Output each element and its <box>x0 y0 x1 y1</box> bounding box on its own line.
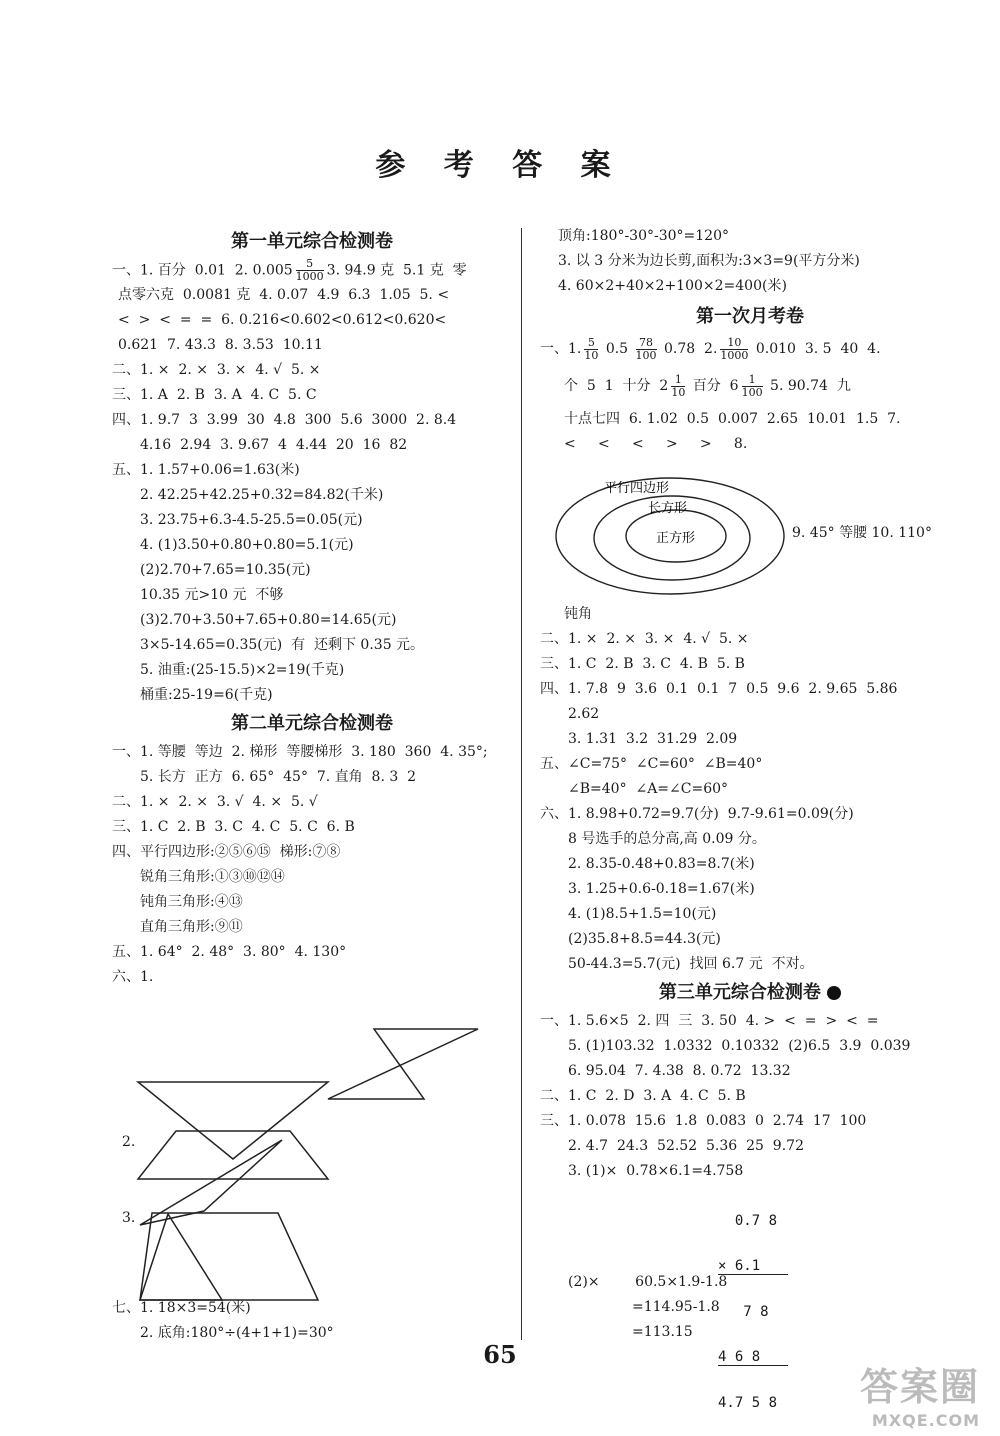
vm-line: 4.7 5 8 <box>718 1395 778 1411</box>
answer-line: 2. 4.7 24.3 52.52 5.36 25 9.72 <box>568 1138 804 1154</box>
answer-line: 2.62 <box>568 706 600 722</box>
vm-line: 0.7 8 <box>718 1213 778 1229</box>
answer-line: 十点七四 6. 1.02 0.5 0.007 2.65 10.01 1.5 7. <box>564 411 901 427</box>
answer-line: 六、1. <box>112 969 154 985</box>
vm-line: 7 8 <box>718 1304 769 1320</box>
answer-line: 七、1. 18×3=54(米) <box>112 1300 251 1316</box>
answer-line: 四、平行四边形:②⑤⑥⑮ 梯形:⑦⑧ <box>112 844 341 860</box>
right-bottom <box>568 1270 727 1345</box>
answer-line: 四、1. 9.7 3 3.99 30 4.8 300 5.6 3000 2. 8.4 <box>112 412 457 428</box>
answer-line: 3. 23.75+6.3-4.5-25.5=0.05(元) <box>140 512 363 528</box>
unit2-title: 第二单元综合检测卷 <box>231 713 393 734</box>
left-bottom <box>112 1296 512 1346</box>
fraction: $\frac{10}{1000}$ <box>720 335 749 362</box>
answer-line: 5. 长方 正方 6. 65° 45° 7. 直角 8. 3 2 <box>140 769 417 785</box>
answer-line: 3. 1.25+0.6-0.18=1.67(米) <box>568 881 755 897</box>
column-divider <box>521 228 522 1340</box>
answer-line: 三、1. C 2. B 3. C 4. C 5. C 6. B <box>112 819 355 835</box>
venn-side-text: 9. 45° 等腰 10. 110° <box>792 525 932 541</box>
right-column-lower <box>540 602 960 1184</box>
answer-line: 3. 1.31 3.2 31.29 2.09 <box>568 731 738 747</box>
fraction: $\frac{78}{100}$ <box>635 335 657 362</box>
answer-line: ∠B=40° ∠A=∠C=60° <box>568 781 729 797</box>
watermark-url: MXQE.COM <box>871 1411 980 1430</box>
right-column <box>540 224 960 457</box>
dot-mark <box>827 986 841 1000</box>
answer-line: 五、1. 64° 2. 48° 3. 80° 4. 130° <box>112 944 347 960</box>
answer-line: 一、1. 5.6×5 2. 四 三 3. 50 4. > < = > < = <box>540 1013 879 1029</box>
page-number: 65 <box>483 1340 517 1369</box>
answer-line: (3)2.70+3.50+7.65+0.80=14.65(元) <box>140 612 397 628</box>
geometry-figures <box>130 1015 480 1315</box>
answer-line: 8 号选手的总分高,高 0.09 分。 <box>568 831 766 847</box>
answer-line: 3×5-14.65=0.35(元) 有 还剩下 0.35 元。 <box>140 637 425 653</box>
right-isosceles-triangle <box>138 1082 328 1159</box>
answer-line: (2)35.8+8.5=44.3(元) <box>568 931 721 947</box>
trapezoid-shape <box>138 1131 328 1179</box>
answer-line: 一、1. $\frac{5}{10}$ 0.5 $\frac{78}{100}$ 0.78 2. $\frac{10}{1000}$ 0.010 3. 5 40 4. <box>540 335 881 362</box>
answer-line: 2. 42.25+42.25+0.32=84.82(千米) <box>140 487 384 503</box>
fraction: $\frac{1}{10}$ <box>671 372 686 399</box>
vm-line: × 6.1 <box>718 1259 788 1275</box>
fig-label-2: 2. <box>122 1134 136 1150</box>
left-column <box>112 226 512 990</box>
answer-line: =114.95-1.8 <box>632 1299 720 1315</box>
answer-line: 3. 以 3 分米为边长剪,面积为:3×3=9(平方分米) <box>558 253 860 269</box>
answer-line: < < < > > 8. <box>564 436 748 452</box>
answer-line: 四、1. 7.8 9 3.6 0.1 0.1 7 0.5 9.6 2. 9.65 5.86 <box>540 681 898 697</box>
answer-line: 5. (1)103.32 1.0332 0.10332 (2)6.5 3.9 0.039 <box>568 1038 911 1054</box>
answer-line: 一、1. 百分 0.01 2. 0.005 $\frac{5}{1000}$ 3. 94.9 克 5.1 克 零 <box>112 257 467 283</box>
month-test-title: 第一次月考卷 <box>696 306 804 327</box>
answer-line: < > < = = 6. 0.216<0.602<0.612<0.620< <box>118 312 447 328</box>
answer-line: 4. (1)3.50+0.80+0.80=5.1(元) <box>140 537 354 553</box>
answer-line: 二、1. C 2. D 3. A 4. C 5. B <box>540 1088 746 1104</box>
answer-line: 4.16 2.94 3. 9.67 4 4.44 20 16 82 <box>140 437 408 453</box>
fraction: $\frac{1}{100}$ <box>741 372 763 399</box>
answer-line: 二、1. × 2. × 3. √ 4. × 5. √ <box>112 794 318 810</box>
answer-line: 二、1. × 2. × 3. × 4. √ 5. × <box>112 362 321 378</box>
answer-line: 三、1. 0.078 15.6 1.8 0.083 0 2.74 17 100 <box>540 1113 867 1129</box>
answer-line: 二、1. × 2. × 3. × 4. √ 5. × <box>540 631 749 647</box>
answer-line: 三、1. C 2. B 3. C 4. B 5. B <box>540 656 745 672</box>
answer-line: 点零六克 0.0081 克 4. 0.07 4.9 6.3 1.05 5. < <box>118 287 450 303</box>
answer-line: 锐角三角形:①③⑩⑫⑭ <box>140 869 285 885</box>
venn-diagram <box>552 470 792 600</box>
answer-line: 顶角:180°-30°-30°=120° <box>558 228 729 244</box>
unit3-title: 第三单元综合检测卷 <box>540 977 960 1009</box>
answer-line: =113.15 <box>632 1324 693 1340</box>
venn-label-outer: 平行四边形 <box>604 481 670 496</box>
answer-line: 2. 8.35-0.48+0.83=8.7(米) <box>568 856 755 872</box>
answer-line: 6. 95.04 7. 4.38 8. 0.72 13.32 <box>568 1063 791 1079</box>
answer-line: 桶重:25-19=6(千克) <box>140 687 273 703</box>
unit1-title: 第一单元综合检测卷 <box>231 231 393 252</box>
answer-line: 3. (1)× 0.78×6.1=4.758 <box>568 1163 744 1179</box>
answer-line: (2)2.70+7.65=10.35(元) <box>140 562 311 578</box>
answer-line: 一、1. 等腰 等边 2. 梯形 等腰梯形 3. 180 360 4. 35°; <box>112 744 488 760</box>
watermark-logo <box>860 1356 980 1430</box>
vm-line: 4 6 8 <box>718 1350 788 1366</box>
answer-line: 五、∠C=75° ∠C=60° ∠B=40° <box>540 756 763 772</box>
fig-label-3: 3. <box>122 1210 136 1226</box>
parallelogram-shape <box>328 1029 478 1099</box>
venn-label-inner: 正方形 <box>656 531 696 546</box>
fraction: $\frac{5}{10}$ <box>584 335 599 362</box>
answer-line: 钝角三角形:④⑬ <box>140 894 243 910</box>
answer-line: 个 5 1 十分 2 $\frac{1}{10}$ 百分 6 $\frac{1}{100}$ 5. 90.74 九 <box>564 372 851 399</box>
answer-line: 直角三角形:⑨⑪ <box>140 919 243 935</box>
answer-line: 10.35 元>10 元 不够 <box>140 587 284 603</box>
watermark-text: 答案圈 <box>859 1365 980 1409</box>
answer-line: 4. (1)8.5+1.5=10(元) <box>568 906 717 922</box>
answer-line: 2. 底角:180°÷(4+1+1)=30° <box>140 1325 334 1341</box>
answer-line: 五、1. 1.57+0.06=1.63(米) <box>112 462 300 478</box>
answer-line: 0.621 7. 43.3 8. 3.53 10.11 <box>118 337 323 353</box>
venn-label-mid: 长方形 <box>648 501 688 516</box>
trapezoid-cut <box>140 1213 318 1300</box>
fraction: $\frac{5}{1000}$ <box>295 257 324 283</box>
answer-line: 50-44.3=5.7(元) 找回 6.7 元 不对。 <box>568 956 814 972</box>
vertical-multiplication <box>718 1184 788 1426</box>
answer-line: (2)× 60.5×1.9-1.8 <box>568 1274 728 1290</box>
answer-line: 六、1. 8.98+0.72=9.7(分) 9.7-9.61=0.09(分) <box>540 806 854 822</box>
answer-line: 三、1. A 2. B 3. A 4. C 5. C <box>112 387 317 403</box>
answer-line: 4. 60×2+40×2+100×2=400(米) <box>558 278 787 294</box>
answer-line: 5. 油重:(25-15.5)×2=19(千克) <box>140 662 345 678</box>
triangle-piece <box>140 1214 222 1300</box>
page-title: 参 考 答 案 <box>375 148 625 183</box>
answer-line: 钝角 <box>564 606 592 622</box>
